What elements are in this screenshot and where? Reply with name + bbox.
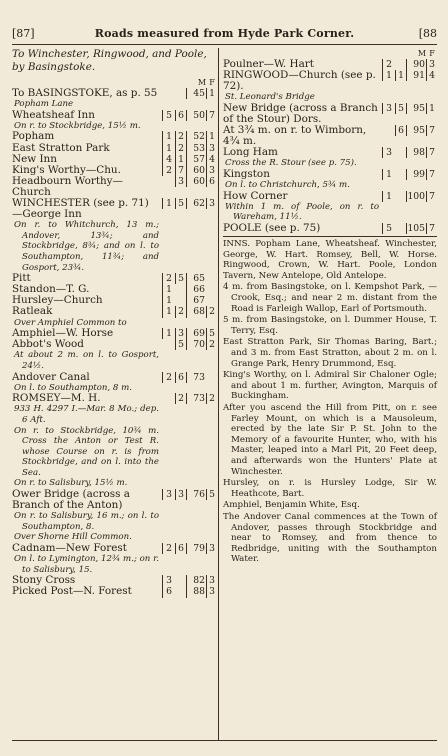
miles-total: 60 [186, 165, 206, 176]
furlongs-stage: 3 [175, 489, 186, 500]
route-row [223, 169, 437, 180]
miles-stage: 6 [162, 586, 175, 597]
route-row [12, 543, 217, 554]
right-furlongs-header: F [429, 49, 435, 58]
furlongs-stage: 5 [175, 273, 186, 284]
miles-total: 65 [186, 273, 206, 284]
miles-stage: 1 [162, 198, 175, 209]
furlongs-total: 3 [206, 198, 217, 209]
route-row [223, 202, 437, 223]
furlongs-stage: 2 [175, 143, 186, 154]
route-row [12, 426, 217, 479]
furlongs-stage: 5 [395, 103, 406, 114]
place-name: Amphiel—W. Horse [12, 327, 114, 340]
place-name: Within 1 m. of Poole, on r. to Wareham, 11½. [225, 201, 379, 223]
route-row [12, 350, 217, 371]
place-name: How Corner [223, 189, 288, 202]
miles-stage: 3 [162, 489, 175, 500]
right-route-table [223, 48, 437, 234]
route-title: To Winchester, Ringwood, and Poole, by Basingstoke. [12, 48, 207, 73]
furlongs-total: 2 [206, 393, 217, 404]
miles-stage: 1 [382, 70, 395, 81]
miles-stage: 3 [382, 147, 395, 158]
place-name: Kingston [223, 168, 270, 181]
route-row [12, 393, 217, 404]
furlongs-total: 5 [206, 489, 217, 500]
miles-stage: 1 [382, 191, 395, 202]
route-row [12, 176, 217, 198]
miles-total: 82 [186, 575, 206, 586]
running-header [12, 24, 437, 44]
miles-total: 99 [406, 169, 426, 180]
miles-total: 45 [186, 88, 206, 99]
right-page-number: [88 [418, 27, 437, 40]
furlongs-total: 4 [206, 154, 217, 165]
miles-stage: 2 [162, 372, 175, 383]
place-name: To BASINGSTOKE, as p. 55 [12, 87, 158, 100]
furlongs-stage: 3 [175, 176, 186, 187]
place-name: POOLE (see p. 75) [223, 222, 321, 234]
seat-note: 4 m. from Basingstoke, on l. Kempshot Park, — Crook, Esq.; and near 2 m. distant from the Road is Farleigh Wallop, Earl of Portsmouth. [223, 282, 437, 314]
seat-note: Hursley, on r. is Hursley Lodge, Sir W. Heathcote, Bart. [223, 478, 437, 499]
furlongs-total: 3 [206, 165, 217, 176]
place-name: Abbot's Wood [12, 338, 84, 351]
place-name: ROMSEY—M. H. [12, 392, 101, 405]
furlongs-total: 5 [206, 328, 217, 339]
furlongs-stage: 2 [175, 131, 186, 142]
miles-stage: 2 [162, 273, 175, 284]
miles-total: 50 [186, 110, 206, 121]
furlongs-stage: 6 [175, 372, 186, 383]
miles-total: 68 [186, 306, 206, 317]
seat-note: King's Worthy, on l. Admiral Sir Chaloner Ogle; and about 1 m. further, Avington, Marquis of Buckingham. [223, 370, 437, 402]
furlongs-stage: 6 [175, 543, 186, 554]
miles-stage: 3 [382, 103, 395, 114]
furlongs-total: 2 [206, 306, 217, 317]
furlongs-stage: 7 [175, 165, 186, 176]
section-rule [223, 236, 437, 237]
miles-total: 57 [186, 154, 206, 165]
seat-note: East Stratton Park, Sir Thomas Baring, Bart.; and 3 m. from East Stratton, about 2 m. on l. Grange Park, Henry Drummond, Esq. [223, 337, 437, 369]
place-name: On r. to Salisbury, 15½ m. [14, 478, 128, 489]
route-row [223, 103, 437, 125]
place-name: Ratleak [12, 305, 53, 318]
place-name: On l. to Lymington, 12¾ m.; on r. to Salisbury, 15. [14, 554, 159, 575]
furlongs-total: 4 [426, 70, 437, 81]
left-page-number: [87] [12, 27, 35, 40]
place-name: Popham [12, 130, 55, 143]
furlongs-total: 1 [206, 88, 217, 99]
left-furlongs-header: F [209, 78, 215, 87]
miles-stage: 1 [162, 306, 175, 317]
miles-stage: 1 [162, 295, 175, 306]
place-name: RINGWOOD—Church (see p. 72). [223, 69, 376, 93]
miles-stage: 1 [162, 131, 175, 142]
place-name: Pitt [12, 272, 31, 285]
route-row [223, 223, 437, 234]
right-column [223, 48, 437, 740]
running-title: Roads measured from Hyde Park Corner. [94, 27, 355, 40]
miles-total: 52 [186, 131, 206, 142]
miles-stage: 1 [162, 143, 175, 154]
furlongs-total: 1 [426, 103, 437, 114]
furlongs-total: 3 [206, 143, 217, 154]
miles-total: 73 [186, 372, 206, 383]
route-row [12, 586, 217, 597]
route-row [12, 489, 217, 511]
furlongs-total: 2 [206, 339, 217, 350]
furlongs-total: 7 [426, 147, 437, 158]
miles-total: 62 [186, 198, 206, 209]
place-name: Hursley—Church [12, 294, 103, 307]
route-row [223, 125, 437, 147]
miles-total: 100 [407, 190, 425, 202]
left-route-table [12, 77, 217, 598]
route-row [12, 143, 217, 154]
furlongs-stage: 6 [175, 110, 186, 121]
column-divider [218, 48, 219, 740]
miles-stage: 5 [382, 223, 395, 234]
place-name: Wheatsheaf Inn [12, 108, 95, 121]
place-name: On l. to Christchurch, 5¾ m. [225, 180, 350, 191]
miles-total: 60 [186, 176, 206, 187]
place-name: On r. to Whitchurch, 13 m.; Andover, 13¾; and Stockbridge, 8¾; and on l. to Southampton, 11¾; and Gosport, 23¾. [14, 220, 159, 273]
miles-stage: 3 [162, 575, 175, 586]
miles-total: 88 [186, 586, 206, 597]
miles-total: 73 [186, 393, 206, 404]
place-name: St. Leonard's Bridge [225, 92, 315, 103]
place-name: 933 H. 4297 I.—Mar. 8 Mo.; dep. 6 Aft. [14, 404, 159, 425]
place-name: Over Shorne Hill Common. [14, 532, 132, 543]
furlongs-stage: 5 [175, 198, 186, 209]
route-row [12, 404, 217, 425]
miles-total: 105 [407, 223, 425, 234]
miles-total: 90 [406, 59, 426, 70]
miles-stage: 1 [382, 169, 395, 180]
left-miles-header: M [197, 78, 207, 87]
route-row [12, 306, 217, 317]
furlongs-total: 7 [206, 110, 217, 121]
place-name: WINCHESTER (see p. 71)—George Inn [12, 197, 149, 221]
place-name: New Inn [12, 152, 57, 165]
left-column [12, 48, 217, 740]
place-name: On r. to Stockbridge, 10¾ m. Cross the Anton or Test R. whose Course on r. is from Stockbridge, and on l. into the Sea. [14, 425, 159, 478]
furlongs-total: 3 [206, 575, 217, 586]
place-name: Long Ham [223, 146, 278, 159]
miles-stage: 4 [162, 154, 175, 165]
miles-stage: 2 [382, 59, 395, 70]
furlongs-total: 3 [206, 543, 217, 554]
furlongs-stage: 1 [395, 70, 406, 81]
place-name: At 3¾ m. on r. to Wimborn, 4¾ m. [223, 124, 367, 148]
miles-total: 91 [406, 70, 426, 81]
place-name: Standon—T. G. [12, 283, 90, 296]
place-name: On l. to Southampton, 8 m. [14, 382, 132, 393]
furlongs-total: 7 [426, 125, 437, 136]
route-row [12, 511, 217, 532]
furlongs-total: 3 [206, 586, 217, 597]
seats-notes [223, 282, 437, 564]
route-row [12, 131, 217, 142]
furlongs-stage: 2 [175, 393, 186, 404]
furlongs-total: 3 [426, 59, 437, 70]
route-row [12, 220, 217, 273]
route-row [12, 554, 217, 575]
miles-stage: 1 [162, 328, 175, 339]
miles-stage: 5 [162, 110, 175, 121]
route-row [12, 372, 217, 383]
miles-total: 95 [406, 125, 426, 136]
route-row [223, 70, 437, 92]
furlongs-stage: 6 [395, 125, 406, 136]
miles-stage: 1 [162, 284, 175, 295]
furlongs-stage: 1 [175, 154, 186, 165]
route-row [223, 191, 437, 202]
route-row [12, 198, 217, 220]
furlongs-total: 6 [206, 176, 217, 187]
miles-total: 67 [186, 295, 206, 306]
place-name: Over Amphiel Common to [14, 317, 127, 328]
furlongs-total: 7 [426, 191, 437, 202]
furlongs-stage: 3 [175, 328, 186, 339]
place-name: Stony Cross [12, 574, 76, 587]
seat-note: After you ascend the Hill from Pitt, on r. see Farley Mount, on which is a Mausoleum, erected by the late Sir P. St. John to the Memory of a favourite Hunter, who, with his Master, leaped into a Marl Pit, 20 Feet deep, and afterwards won the Hunters' Plate at Winchester. [223, 403, 437, 477]
place-name: Picked Post—N. Forest [12, 585, 132, 598]
miles-total: 98 [406, 147, 426, 158]
miles-stage: 2 [162, 165, 175, 176]
miles-total: 66 [186, 284, 206, 295]
miles-total: 70 [186, 339, 206, 350]
miles-total: 95 [406, 103, 426, 114]
footer-rule [12, 740, 437, 741]
place-name: King's Worthy—Chu. [12, 163, 121, 176]
inns-paragraph: INNS. Popham Lane, Wheatsheaf. Winchester, George, W. Hart. Romsey, Bell, W. Horse. Ringwood, Crown, W. Hart. Poole, London Tavern, New Antelope, Old Antelope. [223, 239, 437, 281]
seat-note: Amphiel, Benjamin White, Esq. [223, 500, 360, 511]
place-name: At about 2 m. on l. to Gosport, 24½. [14, 350, 159, 371]
header-rule [12, 44, 437, 45]
place-name: Cadnam—New Forest [12, 542, 127, 555]
miles-total: 79 [186, 543, 206, 554]
route-row [12, 88, 217, 99]
place-name: Cross the R. Stour (see p. 75). [225, 158, 357, 169]
place-name: Ower Bridge (across a Branch of the Anton) [12, 488, 130, 512]
place-name: On r. to Stockbridge, 15½ m. [14, 120, 141, 131]
furlongs-total: 7 [426, 169, 437, 180]
furlongs-total: 7 [426, 223, 437, 234]
route-row [12, 110, 217, 121]
furlongs-total: 1 [206, 131, 217, 142]
seat-note: 5 m. from Basingstoke, on l. Dummer House, T. Terry, Esq. [223, 315, 437, 336]
route-row [223, 147, 437, 158]
place-name: East Stratton Park [12, 141, 110, 154]
place-name: On r. to Salisbury, 16 m.; on l. to Southampton, 8. [14, 511, 159, 532]
place-name: Headbourn Worthy—Church [12, 174, 123, 198]
seat-note: The Andover Canal commences at the Town of Andover, passes through Stockbridge and near to Romsey, and from thence to Redbridge, uniting with the Southampton Water. [223, 511, 437, 565]
place-name: Popham Lane [14, 99, 74, 110]
route-row [12, 339, 217, 350]
miles-stage: 2 [162, 543, 175, 554]
place-name: New Bridge (across a Branch of the Stour) Dors. [223, 101, 378, 126]
place-name: Andover Canal [12, 370, 90, 383]
miles-total: 69 [186, 328, 206, 339]
right-miles-header: M [417, 49, 427, 58]
miles-total: 53 [186, 143, 206, 154]
place-name: Poulner—W. Hart [223, 58, 314, 71]
furlongs-stage: 5 [175, 339, 186, 350]
furlongs-stage: 2 [175, 306, 186, 317]
miles-total: 76 [186, 489, 206, 500]
